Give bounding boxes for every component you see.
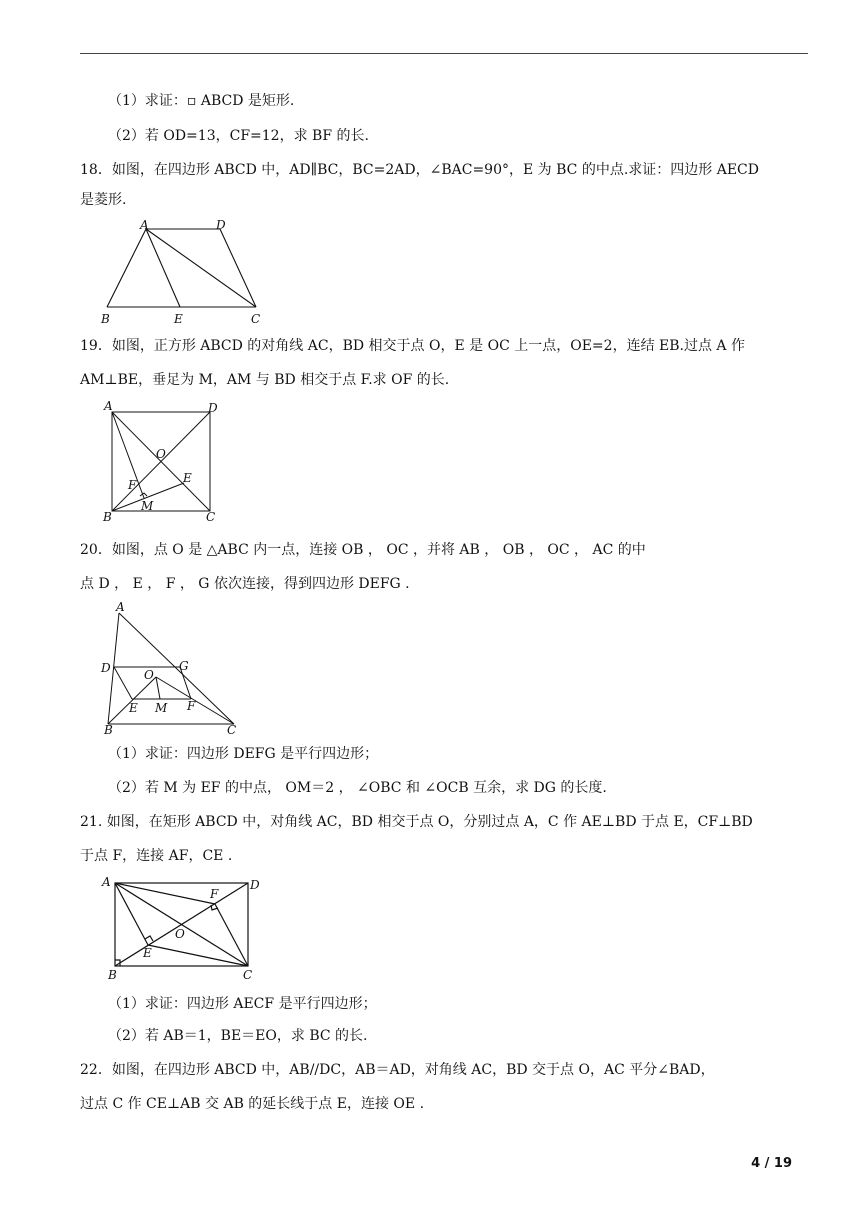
- q21-part1: （1）求证：四边形 AECF 是平行四边形；: [108, 996, 377, 1012]
- fig19-label-A: A: [104, 399, 113, 413]
- q19-text-line2: AM⊥BE，垂足为 M，AM 与 BD 相交于点 F.求 OF 的长.: [80, 372, 450, 388]
- q22-text-line2: 过点 C 作 CE⊥AB 交 AB 的延长线于点 E，连接 OE .: [80, 1096, 425, 1112]
- fig21-label-O: O: [175, 927, 185, 941]
- page-number: 4 / 19: [751, 1156, 792, 1171]
- figure-19: [100, 400, 225, 525]
- fig18-label-D: D: [216, 218, 226, 232]
- q20-part2: （2）若 M 为 EF 的中点， OM＝2 ， ∠OBC 和 ∠OCB 互余，求 DG 的长度.: [108, 780, 607, 796]
- figure-18: [96, 220, 276, 330]
- q20-text-line2: 点 D ， E ， F ， G 依次连接，得到四边形 DEFG .: [80, 576, 410, 592]
- fig20-label-G: G: [179, 659, 189, 673]
- fig21-label-C: C: [243, 968, 253, 982]
- fig18-label-B: B: [101, 312, 110, 326]
- fig21-label-E: E: [143, 946, 152, 960]
- q21-text-line2: 于点 F，连接 AF，CE .: [80, 848, 233, 864]
- fig19-label-B: B: [103, 510, 112, 524]
- fig20-label-B: B: [104, 723, 113, 737]
- fig20-label-E: E: [129, 701, 138, 715]
- fig19-label-D: D: [208, 401, 218, 415]
- fig19-label-E: E: [183, 471, 192, 485]
- figure-21: [98, 872, 273, 982]
- fig19-label-M: M: [141, 499, 154, 513]
- q17-part2: （2）若 OD=13，CF=12，求 BF 的长.: [108, 128, 369, 144]
- q21-part2: （2）若 AB＝1，BE＝EO，求 BC 的长.: [108, 1028, 368, 1044]
- fig20-label-A: A: [116, 600, 125, 614]
- fig20-label-C: C: [227, 723, 237, 737]
- fig21-label-A: A: [102, 875, 111, 889]
- fig21-label-B: B: [108, 968, 117, 982]
- q20-text-line1: 20．如图，点 O 是 △ABC 内一点，连接 OB ， OC ，并将 AB ， OB ， OC ， AC 的中: [80, 542, 646, 558]
- fig20-label-F: F: [187, 699, 196, 713]
- fig21-label-F: F: [210, 887, 219, 901]
- fig19-label-C: C: [206, 510, 216, 524]
- q22-text-line1: 22．如图，在四边形 ABCD 中，AB//DC，AB＝AD，对角线 AC，BD 交于点 O，AC 平分∠BAD，: [80, 1062, 715, 1078]
- q21-text-line1: 21. 如图，在矩形 ABCD 中，对角线 AC，BD 相交于点 O，分别过点 A，C 作 AE⊥BD 于点 E，CF⊥BD: [80, 814, 753, 830]
- fig19-label-O: O: [156, 447, 166, 461]
- fig20-label-M: M: [155, 701, 168, 715]
- q19-text-line1: 19．如图，正方形 ABCD 的对角线 AC，BD 相交于点 O，E 是 OC 上一点，OE=2，连结 EB.过点 A 作: [80, 338, 745, 354]
- header-rule: [80, 53, 808, 54]
- figure-20: [98, 600, 248, 738]
- fig20-label-O: O: [144, 668, 154, 682]
- q20-part1: （1）求证：四边形 DEFG 是平行四边形；: [108, 746, 379, 762]
- q18-text-line2: 是菱形.: [80, 192, 127, 208]
- fig18-label-E: E: [174, 312, 183, 326]
- q17-part1: （1）求证：▫ ABCD 是矩形.: [108, 93, 295, 109]
- q18-text-line1: 18．如图，在四边形 ABCD 中，AD∥BC，BC=2AD，∠BAC=90°，E 为 BC 的中点.求证：四边形 AECD: [80, 162, 759, 178]
- fig19-label-F: F: [128, 478, 137, 492]
- fig18-label-A: A: [140, 218, 149, 232]
- fig18-label-C: C: [251, 312, 261, 326]
- fig20-label-D: D: [101, 661, 111, 675]
- fig21-label-D: D: [250, 878, 260, 892]
